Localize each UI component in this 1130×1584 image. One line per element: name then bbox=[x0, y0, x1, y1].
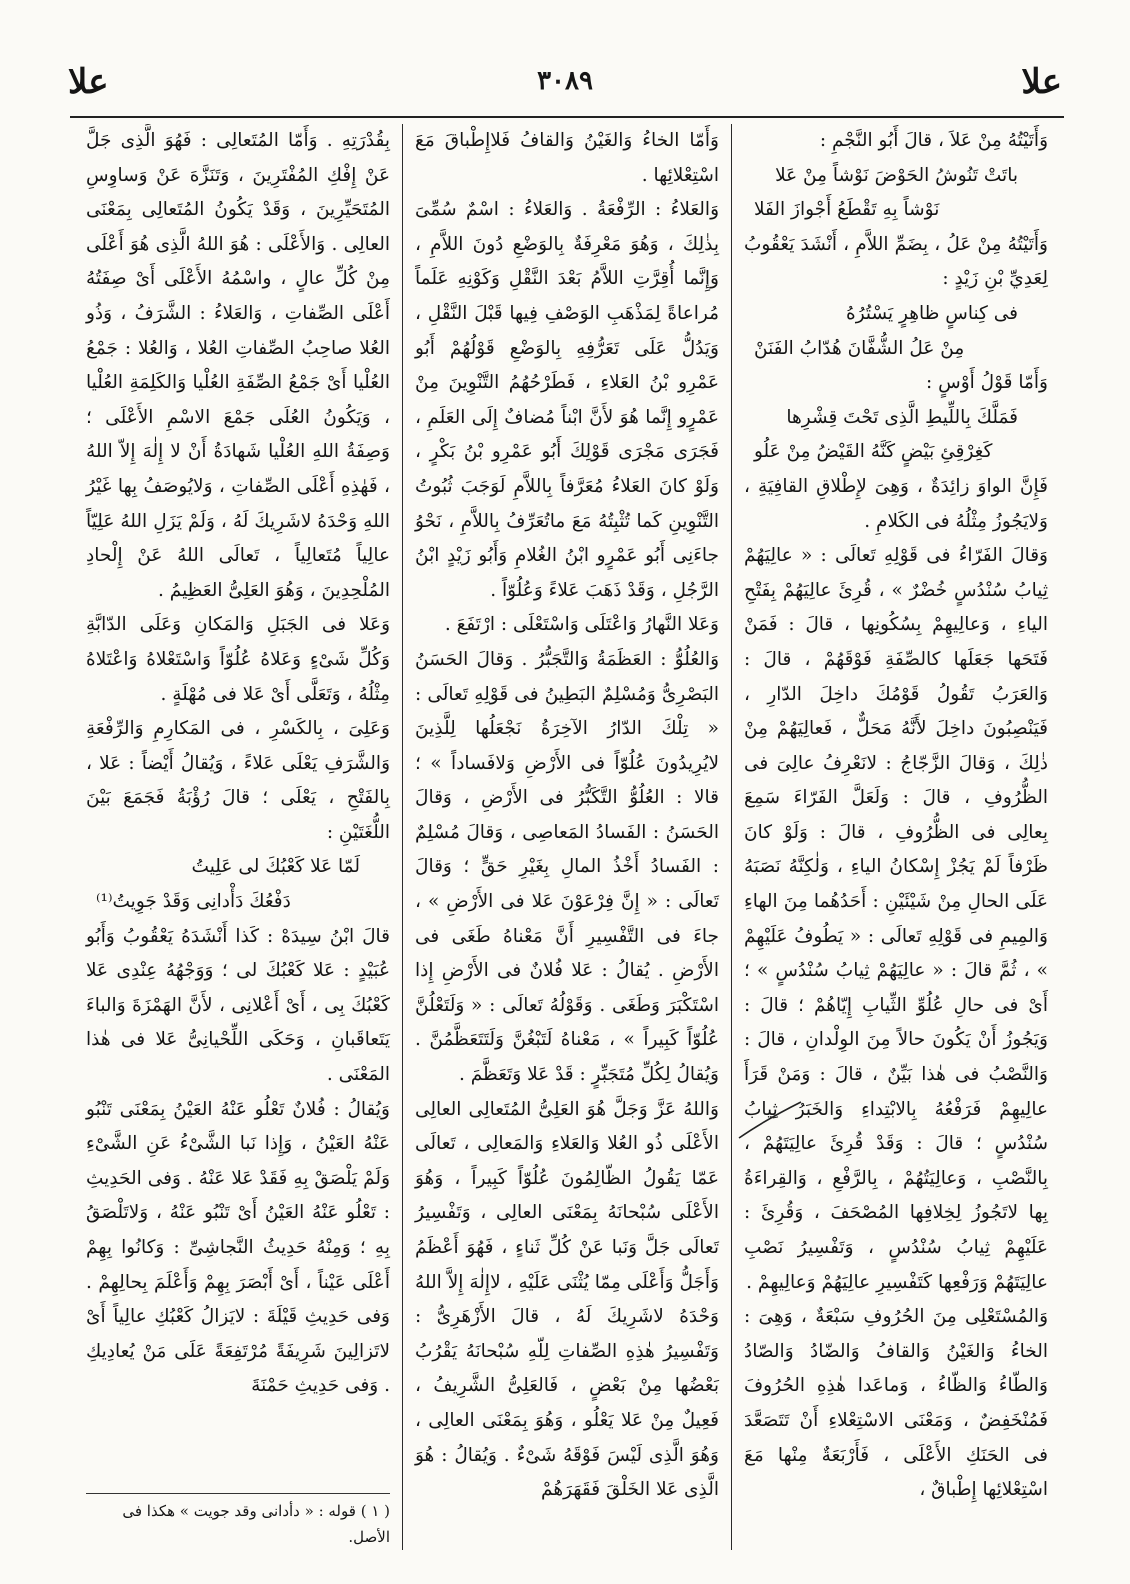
running-headword-right: علا bbox=[1021, 62, 1062, 102]
column-middle bbox=[402, 124, 732, 1550]
page-number: ٣٠٨٩ bbox=[537, 66, 593, 96]
paragraph: وَالعُلُوُّ : العَظَمَةُ وَالتَّجَبُّرُ . وَقالَ الحَسَنُ البَصْرِىُّ وَمُسْلِمٌ البَطِينُ فى قَوْلِهِ تَعالَى : « تِلْكَ الدّارُ الآخِرَةُ نَجْعَلُها لِلَّذِينَ لايُرِيدُونَ عُلُوّاً فى الأَرْضِ وَلافَساداً » ؛ قالا : العُلُوُّ التَّكَبُّرُ فى الأَرْضِ ، وَقالَ الحَسَنُ : الفَسادُ المَعاصِى ، وَقالَ مُسْلِمٌ : الفَسادُ أَخْذُ المالِ بِغَيْرِ حَقٍّ ؛ وَقالَ تَعالَى : « إِنَّ فِرْعَوْنَ عَلا فى الأَرْضِ » ، جاءَ فى التَّفْسِيرِ أَنَّ مَعْناهُ طَغَى فى الأَرْضِ . يُقالُ : عَلا فُلانٌ فى الأَرْضِ إِذا اسْتَكْبَرَ وَطَغَى . وَقَوْلُهُ تَعالَى : « وَلَتَعْلُنَّ عُلُوّاً كَبِيراً » ، مَعْناهُ لَتَبْغُنَّ وَلَتَتَعَظَّمُنَّ . وَيُقالُ لِكُلِّ مُتَجَبِّرٍ : قَدْ عَلا وَتَعَظَّمَ . bbox=[415, 648, 719, 1086]
verse-line: مِنْ عَلُ الشُّفَّانَ هُدّابُ الفَنَنْ bbox=[754, 337, 965, 359]
paragraph: قالَ ابْنُ سِيدَهْ : كَذا أَنْشَدَهُ يَعْقُوبُ وَأَبُو عُبَيْدٍ : عَلا كَعْبُكَ لى ؛ وَوَجْهُهُ عِنْدِى عَلا كَعْبُكَ بِى ، أَىْ أَعْلانِى ، لأَنَّ الهَمْزَةَ وَالباءَ يَتَعاقَبانِ ، وَحَكَى اللِّحْيانِىُّ عَلا فى هٰذا المَعْنَى . bbox=[86, 925, 390, 1086]
paragraph: وَالعَلاءُ : الرِّفْعَةُ . وَالعَلاءُ : اسْمٌ سُمِّىَ بِذٰلِكَ ، وَهُوَ مَعْرِفَةٌ بِالوَضْعِ دُونَ اللاَّمِ ، وَإِنَّما أُقِرَّتِ اللاَّمُ بَعْدَ النَّقْلِ وَكَوْنِهِ عَلَماً مُراعاةً لِمَذْهَبِ الوَصْفِ فِيها قَبْلَ النَّقْلِ ، وَيَدُلُّ عَلَى تَعَرُّفِهِ بِالوَضْعِ قَوْلُهُمْ أَبُو عَمْرِو بْنُ العَلاءِ ، فَطَرْحُهُمُ التَّنْوِينَ مِنْ عَمْرٍو إِنَّما هُوَ لأَنَّ ابْناً مُضافٌ إِلَى العَلَمِ ، فَجَرَى مَجْرَى قَوْلِكَ أَبُو عَمْرِو بْنُ بَكْرٍ ، وَلَوْ كانَ العَلاءُ مُعَرَّفاً بِاللاَّمِ لَوَجَبَ ثُبُوتُ التَّنْوِينِ كَما تُثْبِتُهُ مَعَ ماتُعَرِّفُ بِاللاَّمِ ، نَحْوُ جاءَنِى أَبُو عَمْرٍو ابْنُ الغُلامِ وَأَبُو زَيْدٍ ابْنُ الرَّجُلِ ، وَقَدْ ذَهَبَ عَلاءً وَعُلُوّاً . bbox=[415, 199, 719, 601]
column-left bbox=[74, 124, 402, 1550]
paragraph: وَقالَ الفَرّاءُ فى قَوْلِهِ تَعالَى : « عالِيَهُمْ ثِيابُ سُنْدُسٍ خُضْرٌ » ، قُرِئَ عالِيَهُمْ بِفَتْحِ الياءِ ، وَعالِيهِمْ بِسُكُونِها ، قالَ : فَمَنْ فَتَحَها جَعَلَها كالصِّفَةِ فَوْقَهُمْ ، قالَ : وَالعَرَبُ تَقُولُ قَوْمُكَ داخِلَ الدّارِ ، فَيَنْصِبُونَ داخِلَ لأَنَّهُ مَحَلٌّ ، فَعالِيَهُمْ مِنْ ذٰلِكَ ، وَقالَ الزَّجّاجُ : لانَعْرِفُ عالِىَ فى الظُّرُوفِ ، قالَ : وَلَعَلَّ الفَرّاءَ سَمِعَ بِعالِى فى الظُّرُوفِ ، قالَ : وَلَوْ كانَ ظَرْفاً لَمْ يَجُزْ إِسْكانُ الياءِ ، وَلٰكِنَّهُ نَصَبَهُ عَلَى الحالِ مِنْ شَيْئَيْنِ : أَحَدُهُما مِنَ الهاءِ وَالمِيمِ فى قَوْلِهِ تَعالَى : « يَطُوفُ عَلَيْهِمْ » ، ثُمَّ قالَ : « عالِيَهُمْ ثِيابُ سُنْدُسٍ » ؛ أَىْ فى حالِ عُلُوِّ الثِّيابِ إِيّاهُمْ ؛ قالَ : وَيَجُوزُ أَنْ يَكُونَ حالاً مِنَ الوِلْدانِ ، قالَ : وَالنَّصْبُ فى هٰذا بَيِّنٌ ، قالَ : وَمَنْ قَرَأَ عالِيهِمْ فَرَفْعُهُ بِالابْتِداءِ وَالخَبَرُ ثِيابُ سُنْدُسٍ ؛ قالَ : وَقَدْ قُرِئَ عالِيَتَهُمْ ، بِالنَّصْبِ ، وَعالِيَتُهُمْ ، بِالرَّفْعِ ، وَالقِراءَةُ بِها لاتَجُوزُ لِخِلافِها المُصْحَفَ ، وَقُرِئَ : عَلَيْهِمْ ثِيابُ سُنْدُسٍ ، وَتَفْسِيرُ نَصْبِ عالِيَتَهُمْ وَرَفْعِها كَتَفْسِيرِ عالِيَهُمْ وَعالِيهِمْ . bbox=[744, 545, 1048, 1293]
running-headword-left: علا bbox=[68, 62, 109, 102]
paragraph: وَأَتَيْتُهُ مِنْ عَلاَ ، قالَ أَبُو النَّجْمِ : bbox=[819, 130, 1048, 151]
paragraph: وَيُقالُ : فُلانٌ تَعْلُو عَنْهُ العَيْنُ بِمَعْنَى تَنْبُو عَنْهُ العَيْنُ ، وَإِذا نَبا الشَّىْءُ عَنِ الشَّىْءِ وَلَمْ يَلْصَقْ بِهِ فَقَدْ عَلا عَنْهُ . وَفى الحَدِيثِ : تَعْلُو عَنْهُ العَيْنُ أَىْ تَنْبُو عَنْهُ ، وَلاتَلْصَقُ بِهِ ؛ وَمِنْهُ حَدِيثُ النَّجاشِىِّ : وَكانُوا بِهِمْ أَعْلَى عَيْناً ، أَىْ أَبْصَرَ بِهِمْ وَأَعْلَمَ بِحالِهِمْ . وَفى حَدِيثِ قَيْلَةَ : لايَزالُ كَعْبُكِ عالِياً أَىْ لاتَزالِينَ شَرِيفَةً مُرْتَفِعَةً عَلَى مَنْ يُعادِيكِ . وَفى حَدِيثِ حَمْنَةَ bbox=[86, 1098, 390, 1397]
header-rule bbox=[70, 116, 1064, 118]
paragraph: وَاللهُ عَزَّ وَجَلَّ هُوَ العَلِىُّ المُتَعالِى العالِى الأَعْلَى ذُو العُلا وَالعَلاءِ وَالمَعالِى ، تَعالَى عَمّا يَقُولُ الظّالِمُونَ عُلُوّاً كَبِيراً ، وَهُوَ الأَعْلَى سُبْحانَهُ بِمَعْنَى العالِى ، وَتَفْسِيرُ تَعالَى جَلَّ وَنَبا عَنْ كُلِّ ثَناءٍ ، فَهُوَ أَعْظَمُ وَأَجَلُّ وَأَعْلَى مِمّا يُثْنَى عَلَيْهِ ، لاإِلٰهَ إِلاَّ اللهُ وَحْدَهُ لاشَرِيكَ لَهُ ، قالَ الأَزْهَرِىُّ : وَتَفْسِيرُ هٰذِهِ الصِّفاتِ لِلّهِ سُبْحانَهُ يَقْرُبُ بَعْضُها مِنْ بَعْضٍ ، فَالعَلِىُّ الشَّرِيفُ ، فَعِيلٌ مِنْ عَلا يَعْلُو ، وَهُوَ بِمَعْنَى العالِى ، وَهُوَ الَّذِى لَيْسَ فَوْقَهُ شَىْءٌ . وَيُقالُ : هُوَ الَّذِى عَلا الخَلْقَ فَقَهَرَهُمْ bbox=[415, 1098, 719, 1501]
paragraph: وَالمُسْتَعْلِى مِنَ الحُرُوفِ سَبْعَةٌ ، وَهِىَ : الخاءُ وَالغَيْنُ وَالقافُ وَالضّادُ وَالصّادُ وَالطّاءُ وَالظّاءُ ، وَماعَدا هٰذِهِ الحُرُوفَ فَمُنْخَفِضٌ ، وَمَعْنَى الاسْتِعْلاءِ أَنْ تَتَصَعَّدَ فى الحَنَكِ الأَعْلَى ، فَأَرْبَعَةٌ مِنْها مَعَ اسْتِعْلائِها إِطْباقٌ ، bbox=[744, 1306, 1048, 1501]
verse-line: نَوْشاً بِهِ تَقْطَعُ أَجْوازَ الفَلا bbox=[754, 199, 940, 221]
verse-line: فى كِناسٍ ظاهِرٍ يَسْتُرُهُ bbox=[846, 302, 1018, 324]
verse-line: لَمّا عَلا كَعْبُكَ لى عَلِيتُ bbox=[191, 856, 360, 878]
verse-line: كَغِرْقِئِ بَيْضٍ كَنَّهُ القَيْضُ مِنْ عَلُو bbox=[754, 441, 993, 463]
paragraph: وَعَلِىَ ، بِالكَسْرِ ، فى المَكارِمِ وَالرِّفْعَةِ وَالشَّرَفِ يَعْلَى عَلاءً ، وَيُقالُ أَيْضاً : عَلا ، بِالفَتْحِ ، يَعْلَى ؛ قالَ رُؤْبَةُ فَجَمَعَ بَيْنَ اللُّغَتَيْنِ : bbox=[86, 718, 390, 843]
column-left-body bbox=[86, 124, 390, 1404]
paragraph: وَأَتَيْتُهُ مِنْ عَلُ ، بِضَمِّ اللاَّمِ ، أَنْشَدَ يَعْقُوبُ لِعَدِيِّ بْنِ زَيْدٍ : bbox=[744, 233, 1048, 290]
verse-line: فَمَلَّكَ بِاللِّيطِ الَّذِى تَحْتَ قِشْرِها bbox=[786, 406, 1018, 428]
column-right bbox=[732, 124, 1060, 1550]
paragraph: فَإِنَّ الواوَ زائِدَةٌ ، وَهِىَ لإِطْلاقِ القافِيَةِ ، وَلايَجُوزُ مِثْلُهُ فى الكَلامِ . bbox=[744, 475, 1048, 532]
footnote: ( ١ ) قوله : « دأدانى وقد جويت » هكذا فى الأصل. bbox=[86, 1493, 390, 1550]
verse-line: باتَتْ تَنُوشُ الحَوْضَ نَوْشاً مِنْ عَلا bbox=[775, 164, 1018, 186]
page-header bbox=[60, 62, 1070, 112]
text-columns bbox=[74, 124, 1060, 1550]
paragraph: وَأَمّا قَوْلُ أَوْسٍ : bbox=[926, 372, 1048, 394]
paragraph: بِقُدْرَتِهِ . وَأَمّا المُتَعالِى : فَهُوَ الَّذِى جَلَّ عَنْ إِفْكِ المُفْتَرِينَ ، وَتَنَزَّهَ عَنْ وَساوِسِ المُتَحَيِّرِينَ ، وَقَدْ يَكُونُ المُتَعالِى بِمَعْنَى العالِى . وَالأَعْلَى : هُوَ اللهُ الَّذِى هُوَ أَعْلَى مِنْ كُلِّ عالٍ ، واسْمُهُ الأَعْلَى أَىْ صِفَتُهُ أَعْلَى الصِّفاتِ ، وَالعَلاءُ : الشَّرَفُ ، وَذُو العُلا صاحِبُ الصِّفاتِ العُلا ، وَالعُلا : جَمْعُ العُلْيا أَىْ جَمْعُ الصِّفَةِ العُلْيا وَالكَلِمَةِ العُلْيا ، وَيَكُونُ العُلَى جَمْعَ الاسْمِ الأَعْلَى ؛ وَصِفَةُ اللهِ العُلْيا شَهادَةُ أَنْ لا إِلٰهَ إِلاّ اللهُ ، فَهٰذِهِ أَعْلَى الصِّفاتِ ، وَلايُوصَفُ بِها غَيْرُ اللهِ وَحْدَهُ لاشَرِيكَ لَهُ ، وَلَمْ يَزَلِ اللهُ عَلِيّاً عالِياً مُتَعالِياً ، تَعالَى اللهُ عَنْ إِلْحادِ المُلْحِدِينَ ، وَهُوَ العَلِىُّ العَظِيمُ . bbox=[86, 130, 390, 601]
paragraph: وَأَمّا الخاءُ وَالغَيْنُ وَالقافُ فَلاإِطْباقَ مَعَ اسْتِعْلائِها . bbox=[415, 130, 719, 186]
verse-line: دَفْعُكَ دَأْدانِى وَقَدْ جَوِيتُ⁽¹⁾ bbox=[96, 891, 291, 913]
paragraph: وَعَلا النَّهارُ وَاعْتَلَى وَاسْتَعْلَى : ارْتَفَعَ . bbox=[444, 614, 719, 636]
paragraph: وَعَلا فى الجَبَلِ وَالمَكانِ وَعَلَى الدّابَّةِ وَكُلِّ شَىْءٍ وَعَلاهُ عُلُوّاً وَاسْتَعْلاهُ وَاعْتَلاهُ مِثْلُهُ ، وَتَعَلَّى أَىْ عَلا فى مُهْلَةٍ . bbox=[86, 614, 390, 705]
